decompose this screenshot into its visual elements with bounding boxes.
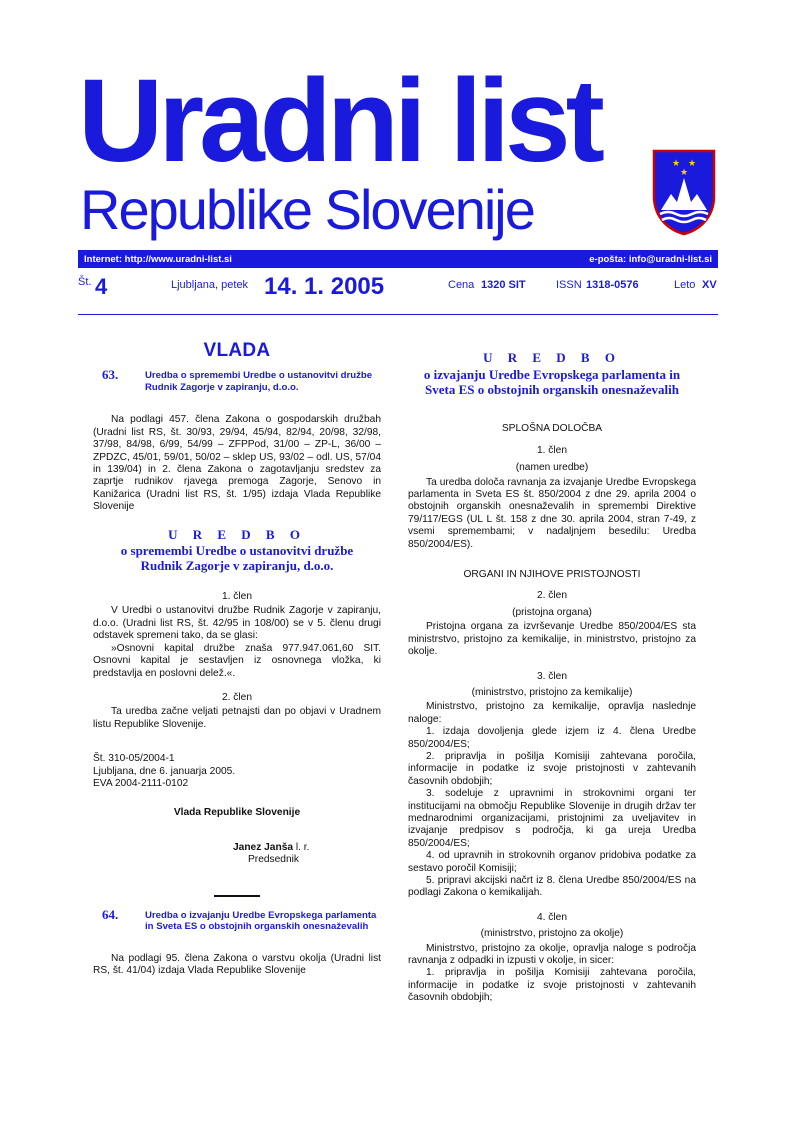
svg-text:★: ★ — [688, 159, 697, 169]
svg-text:★: ★ — [672, 159, 681, 169]
article-label: 1. člen — [536, 444, 567, 456]
decree-title: o spremembi Uredbe o ustanovitvi družbe Rudnik Zagorje v zapiranju, d.o.o. — [120, 543, 354, 574]
list-item: 4. od upravnih in strokovnih organov pridobiva podatke za sestavo poročil Komisiji; — [408, 850, 696, 874]
article-text: Ministrstvo, pristojno za kemikalije, opravlja naslednje naloge: — [408, 701, 696, 725]
decree-heading: U R E D B O — [483, 350, 621, 365]
decree-heading: U R E D B O — [168, 526, 306, 542]
preamble: Na podlagi 95. člena Zakona o varstvu okolja (Uradni list RS, št. 41/04) izdaja Vlada Republike Slovenije — [93, 952, 381, 976]
chapter-heading: ORGANI IN NJIHOVE PRISTOJNOSTI — [463, 569, 641, 581]
act-separator — [214, 895, 260, 897]
article-text: Ministrstvo, pristojno za okolje, opravlja naloge s področja ravnanja z odpadki in izpusti v okolje, in sicer: — [408, 942, 696, 967]
act-header-64 — [93, 906, 381, 933]
preamble: Na podlagi 457. člena Zakona o gospodarskih družbah (Uradni list RS, št. 30/93, 29/94, 45/94, 82/94, 20/98, 32/98, 37/98, 84/98, 6/99, 54/99 – ZFPPod, 31/00 – ZP-L, 36/00 – ZPDZC, 45/01, 59/01, 50/02 – sklep US, 93/02 – odl. US, 57/04 in 139/04) in 2. člena Zakona o zagotavljanju sredstev za zaprtje rudnikov rjavega premoga Zagorje, Senovo in Kanižarica (Uradni list RS, št. 1/95) izdaja Vlada Republike Slovenije — [93, 414, 381, 513]
year-value: XV — [702, 279, 717, 291]
left-column — [93, 340, 381, 977]
article-subtitle: (ministrstvo, pristojno za okolje) — [480, 928, 624, 940]
issue-date: 14. 1. 2005 — [264, 273, 385, 300]
signature-line — [93, 842, 381, 854]
article-subtitle: (namen uredbe) — [515, 462, 589, 474]
article-label: 1. člen — [221, 591, 252, 603]
issue-number: 4 — [95, 274, 108, 299]
header-divider — [78, 314, 718, 315]
list-item: 3. sodeluje z upravnimi in strokovnimi organi ter institucijami na območju Republike Slovenije in drugih držav ter mednarodnimi organizacijami, pristojnimi za uveljavitev in izvajanje predpisov s področja, ki ga ureja Uredba 850/2004/ES; — [408, 788, 696, 849]
reference-date: Ljubljana, dne 6. januarja 2005. — [93, 765, 236, 777]
reference-eva: EVA 2004-2111-0102 — [93, 777, 189, 789]
act-header-63 — [93, 369, 381, 393]
issue-info-bar — [78, 272, 718, 308]
article-text: Ta uredba začne veljati petnajsti dan po objavi v Uradnem listu Republike Slovenije. — [93, 706, 381, 730]
list-item: 2. pripravlja in pošilja Komisiji zahtevana poročila, informacije in podatke iz svoje pristojnosti v zahtevanih časovnih obdobjih; — [408, 750, 696, 787]
decree-title: o izvajanju Uredbe Evropskega parlamenta in Sveta ES o obstojnih organskih onesnaževalih — [423, 367, 681, 398]
svg-text:★: ★ — [680, 168, 689, 178]
list-item: 5. pripravi akcijski načrt iz 8. člena Uredbe 850/2004/ES na podlagi Zakona o kemikalijah. — [408, 875, 696, 899]
list-item: 1. izdaja dovoljenja glede izjem iz 4. člena Uredbe 850/2004/ES; — [408, 726, 696, 750]
website-link[interactable]: Internet: http://www.uradni-list.si — [84, 253, 232, 265]
slovenia-coat-of-arms-icon — [651, 148, 717, 236]
article-text: V Uredbi o ustanovitvi družbe Rudnik Zagorje v zapiranju, d.o.o. (Uradni list RS, št. 42/95 in 108/00) se v 5. členu drugi odstavek spremeni tako, da se glasi: — [93, 605, 381, 642]
issn-value: 1318-0576 — [586, 279, 639, 291]
section-heading: VLADA — [203, 340, 271, 361]
masthead-link-bar — [78, 250, 718, 268]
article-text: Pristojna organa za izvrševanje Uredbe 850/2004/ES sta ministrstvo, pristojno za kemikalije, in ministrstvo, pristojno za okolje. — [408, 621, 696, 658]
signatory-suffix: l. r. — [293, 841, 310, 853]
right-column — [408, 345, 696, 1005]
act-number: 63. — [102, 367, 119, 383]
reference-number: Št. 310-05/2004-1 — [93, 753, 175, 765]
act-title: Uredba o spremembi Uredbe o ustanovitvi družbe Rudnik Zagorje v zapiranju, d.o.o. — [145, 370, 373, 393]
issn-label: ISSN — [556, 279, 582, 291]
year-label: Leto — [674, 279, 696, 291]
list-item: 1. pripravlja in pošilja Komisiji zahtevana poročila, informacije in podatke iz svoje pristojnosti v zahtevanih časovnih obdobjih; — [408, 967, 696, 1004]
signatory-name: Janez Janša — [233, 841, 294, 853]
article-subtitle: (pristojna organa) — [512, 606, 592, 618]
price-value: 1320 SIT — [481, 279, 526, 291]
signatory-body: Vlada Republike Slovenije — [173, 807, 301, 819]
article-label: 2. člen — [536, 590, 567, 602]
price-label: Cena — [448, 279, 475, 291]
signatory-role: Predsednik — [248, 854, 299, 866]
article-text: Ta uredba določa ravnanja za izvajanje Uredbe Evropskega parlamenta in Sveta ES št. 850/2004 z dne 29. aprila 2004 o obstojnih organskih onesnaževalih in spremembi Direktive 79/117/EGS (UL L št. 158 z dne 30. aprila 2004, stran 7-49, z vsemi spremembami; v nadaljnjem besedilu: Uredba 850/2004/ES). — [408, 476, 696, 550]
article-label: 2. člen — [221, 691, 252, 703]
article-label: 4. člen — [536, 911, 567, 923]
article-subtitle: (ministrstvo, pristojno za kemikalije) — [471, 686, 633, 698]
masthead-title: Uradni list — [78, 55, 600, 187]
issue-place-day: Ljubljana, petek — [171, 279, 249, 291]
article-label: 3. člen — [536, 670, 567, 682]
act-number: 64. — [102, 906, 119, 922]
chapter-heading: SPLOŠNA DOLOČBA — [501, 423, 603, 435]
article-text: »Osnovni kapital družbe znaša 977.947.061,60 SIT. Osnovni kapital je sestavljen iz osnovnega vložka, ki predstavlja en poslovni delež.«. — [93, 642, 381, 679]
act-title: Uredba o izvajanju Uredbe Evropskega parlamenta in Sveta ES o obstojnih organskih onesnaževalih — [145, 909, 377, 933]
issue-prefix: Št. — [78, 276, 92, 288]
masthead-subtitle: Republike Slovenije — [80, 178, 534, 241]
email-link[interactable]: e-pošta: info@uradni-list.si — [589, 253, 712, 265]
